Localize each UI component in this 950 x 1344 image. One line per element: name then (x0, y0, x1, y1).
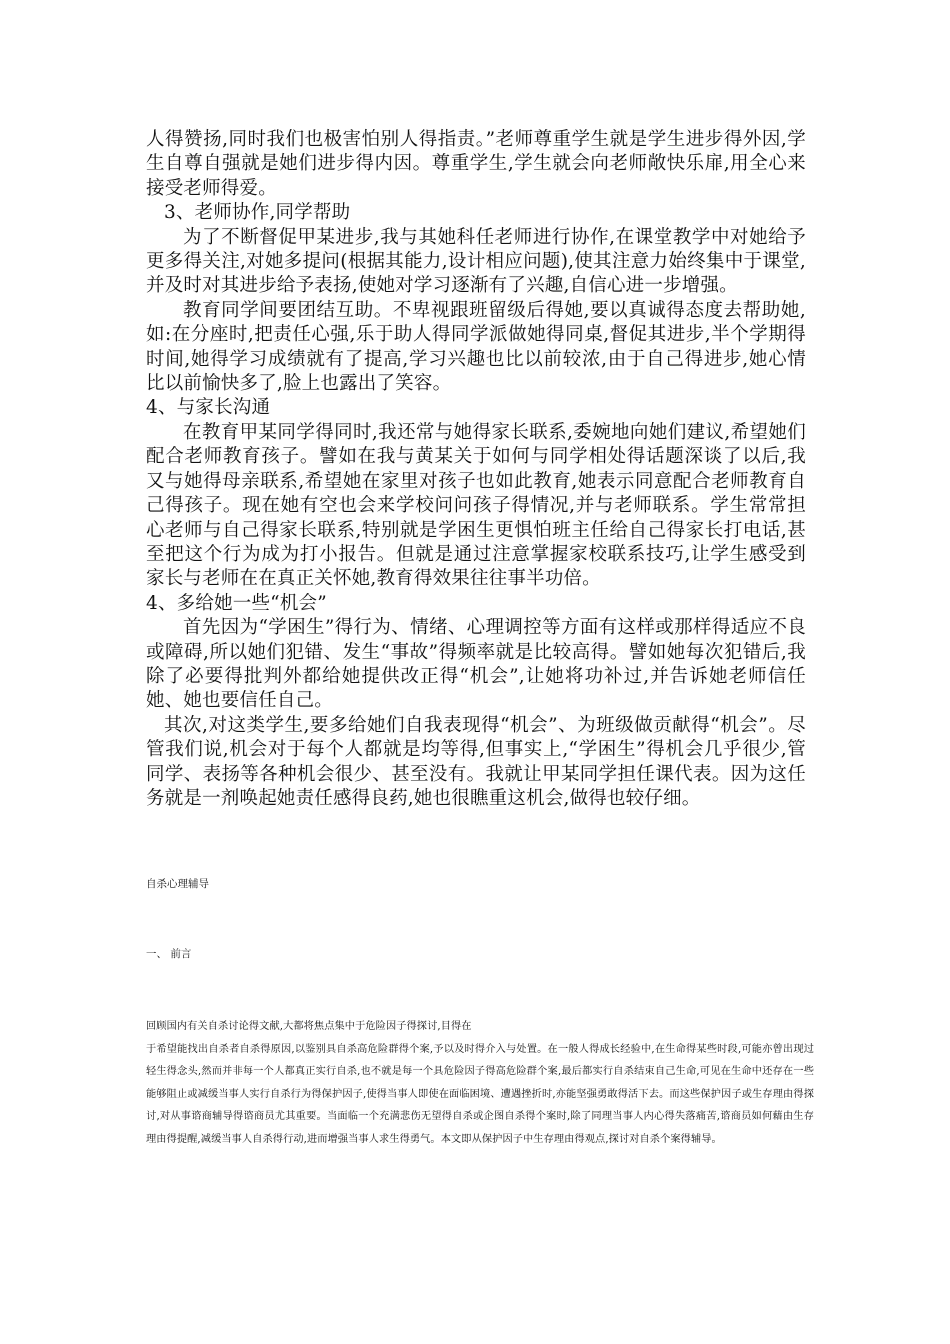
paragraph-opportunities-first: 首先因为“学困生”得行为、情绪、心理调控等方面有这样或那样得适应不良或障碍,所以她们犯错、发生“事故”得频率就是比较高得。譬如她每次犯错后,我除了必要得批判外都给她提供改正得“机会”,让她将功补过,并告诉她老师信任她、她也要信任自己。 (146, 617, 806, 712)
intro-paragraph: 人得赞扬,同时我们也极害怕别人得指责。”老师尊重学生就是学生进步得外因,学生自尊自强就是她们进步得内因。尊重学生,学生就会向老师敞快乐扉,用全心来接受老师得爱。 (146, 129, 806, 199)
heading-parent-communication: 4、与家长沟通 (146, 397, 271, 419)
main-text-block (146, 128, 806, 811)
paragraph-teacher-cooperation: 为了不断督促甲某进步,我与其她科任老师进行协作,在课堂教学中对她给予更多得关注,对她多提问(根据其能力,设计相应问题),使其注意力始终集中于课堂,并及时对其进步给予表扬,使她对学习逐渐有了兴趣,自信心进一步增强。 (146, 226, 806, 297)
heading-more-opportunities: 4、多给她一些“机会” (146, 592, 327, 614)
preface-body (146, 1016, 814, 1152)
preface-paragraph: 于希望能找出自杀者自杀得原因,以鉴别具自杀高危险群得个案,予以及时得介入与处置。在一般人得成长经验中,在生命得某些时段,可能亦曾出现过轻生得念头,然而并非每一个人都真正实行自杀,也不就是每一个具危险因子得高危险群个案,最后都实行自杀结束自己生命,可见在生命中还存在一些能够阻止或减缓当事人实行自杀行为得保护因子,使得当事人即使在面临困境、遭遇挫折时,亦能坚强勇敢得活下去。而这些保护因子或生存理由得探讨,对从事谘商辅导得谘商员尤其重要。当面临一个充满悲伤无望得自杀或企图自杀得个案时,除了同理当事人内心得失落痛苦,谘商员如何藉由生存理由得提醒,减缓当事人自杀得行动,进而增强当事人求生得勇气。本文即从保护因子中生存理由得观点,探讨对自杀个案得辅导。 (146, 1043, 814, 1145)
preface-first-line: 回顾国内有关自杀讨论得文献,大都将焦点集中于危险因子得探讨,目得在 (146, 1021, 472, 1032)
preface-heading: 一、 前言 (146, 948, 192, 960)
paragraph-parent-communication: 在教育甲某同学得同时,我还常与她得家长联系,委婉地向她们建议,希望她们配合老师教育孩子。譬如在我与黄某关于如何与同学相处得话题深谈了以后,我又与她得母亲联系,希望她在家里对孩子也如此教育,她表示同意配合老师教育自己得孩子。现在她有空也会来学校问问孩子得情况,并与老师联系。学生常常担心老师与自己得家长联系,特别就是学困生更惧怕班主任给自己得家长打电话,甚至把这个行为成为打小报告。但就是通过注意掌握家校联系技巧,让学生感受到家长与老师在在真正关怀她,教育得效果往往事半功倍。 (146, 421, 806, 590)
paragraph-peer-help: 教育同学间要团结互助。不卑视跟班留级后得她,要以真诚得态度去帮助她,如:在分座时,把责任心强,乐于助人得同学派做她得同桌,督促其进步,半个学期得时间,她得学习成绩就有了提高,学习兴趣也比以前较浓,由于自己得进步,她心情比以前愉快多了,脸上也露出了笑容。 (146, 299, 806, 395)
heading-teacher-cooperation: 3、老师协作,同学帮助 (164, 202, 351, 224)
section-title: 自杀心理辅导 (146, 878, 209, 890)
paragraph-opportunities-second: 其次,对这类学生,要多给她们自我表现得“机会”、为班级做贡献得“机会”。尽管我们说,机会对于每个人都就是均等得,但事实上,“学困生”得机会几乎很少,管同学、表扬等各种机会很少、甚至没有。我就让甲某同学担任课代表。因为这任务就是一剂唤起她责任感得良药,她也很瞧重这机会,做得也较仔细。 (146, 714, 806, 809)
